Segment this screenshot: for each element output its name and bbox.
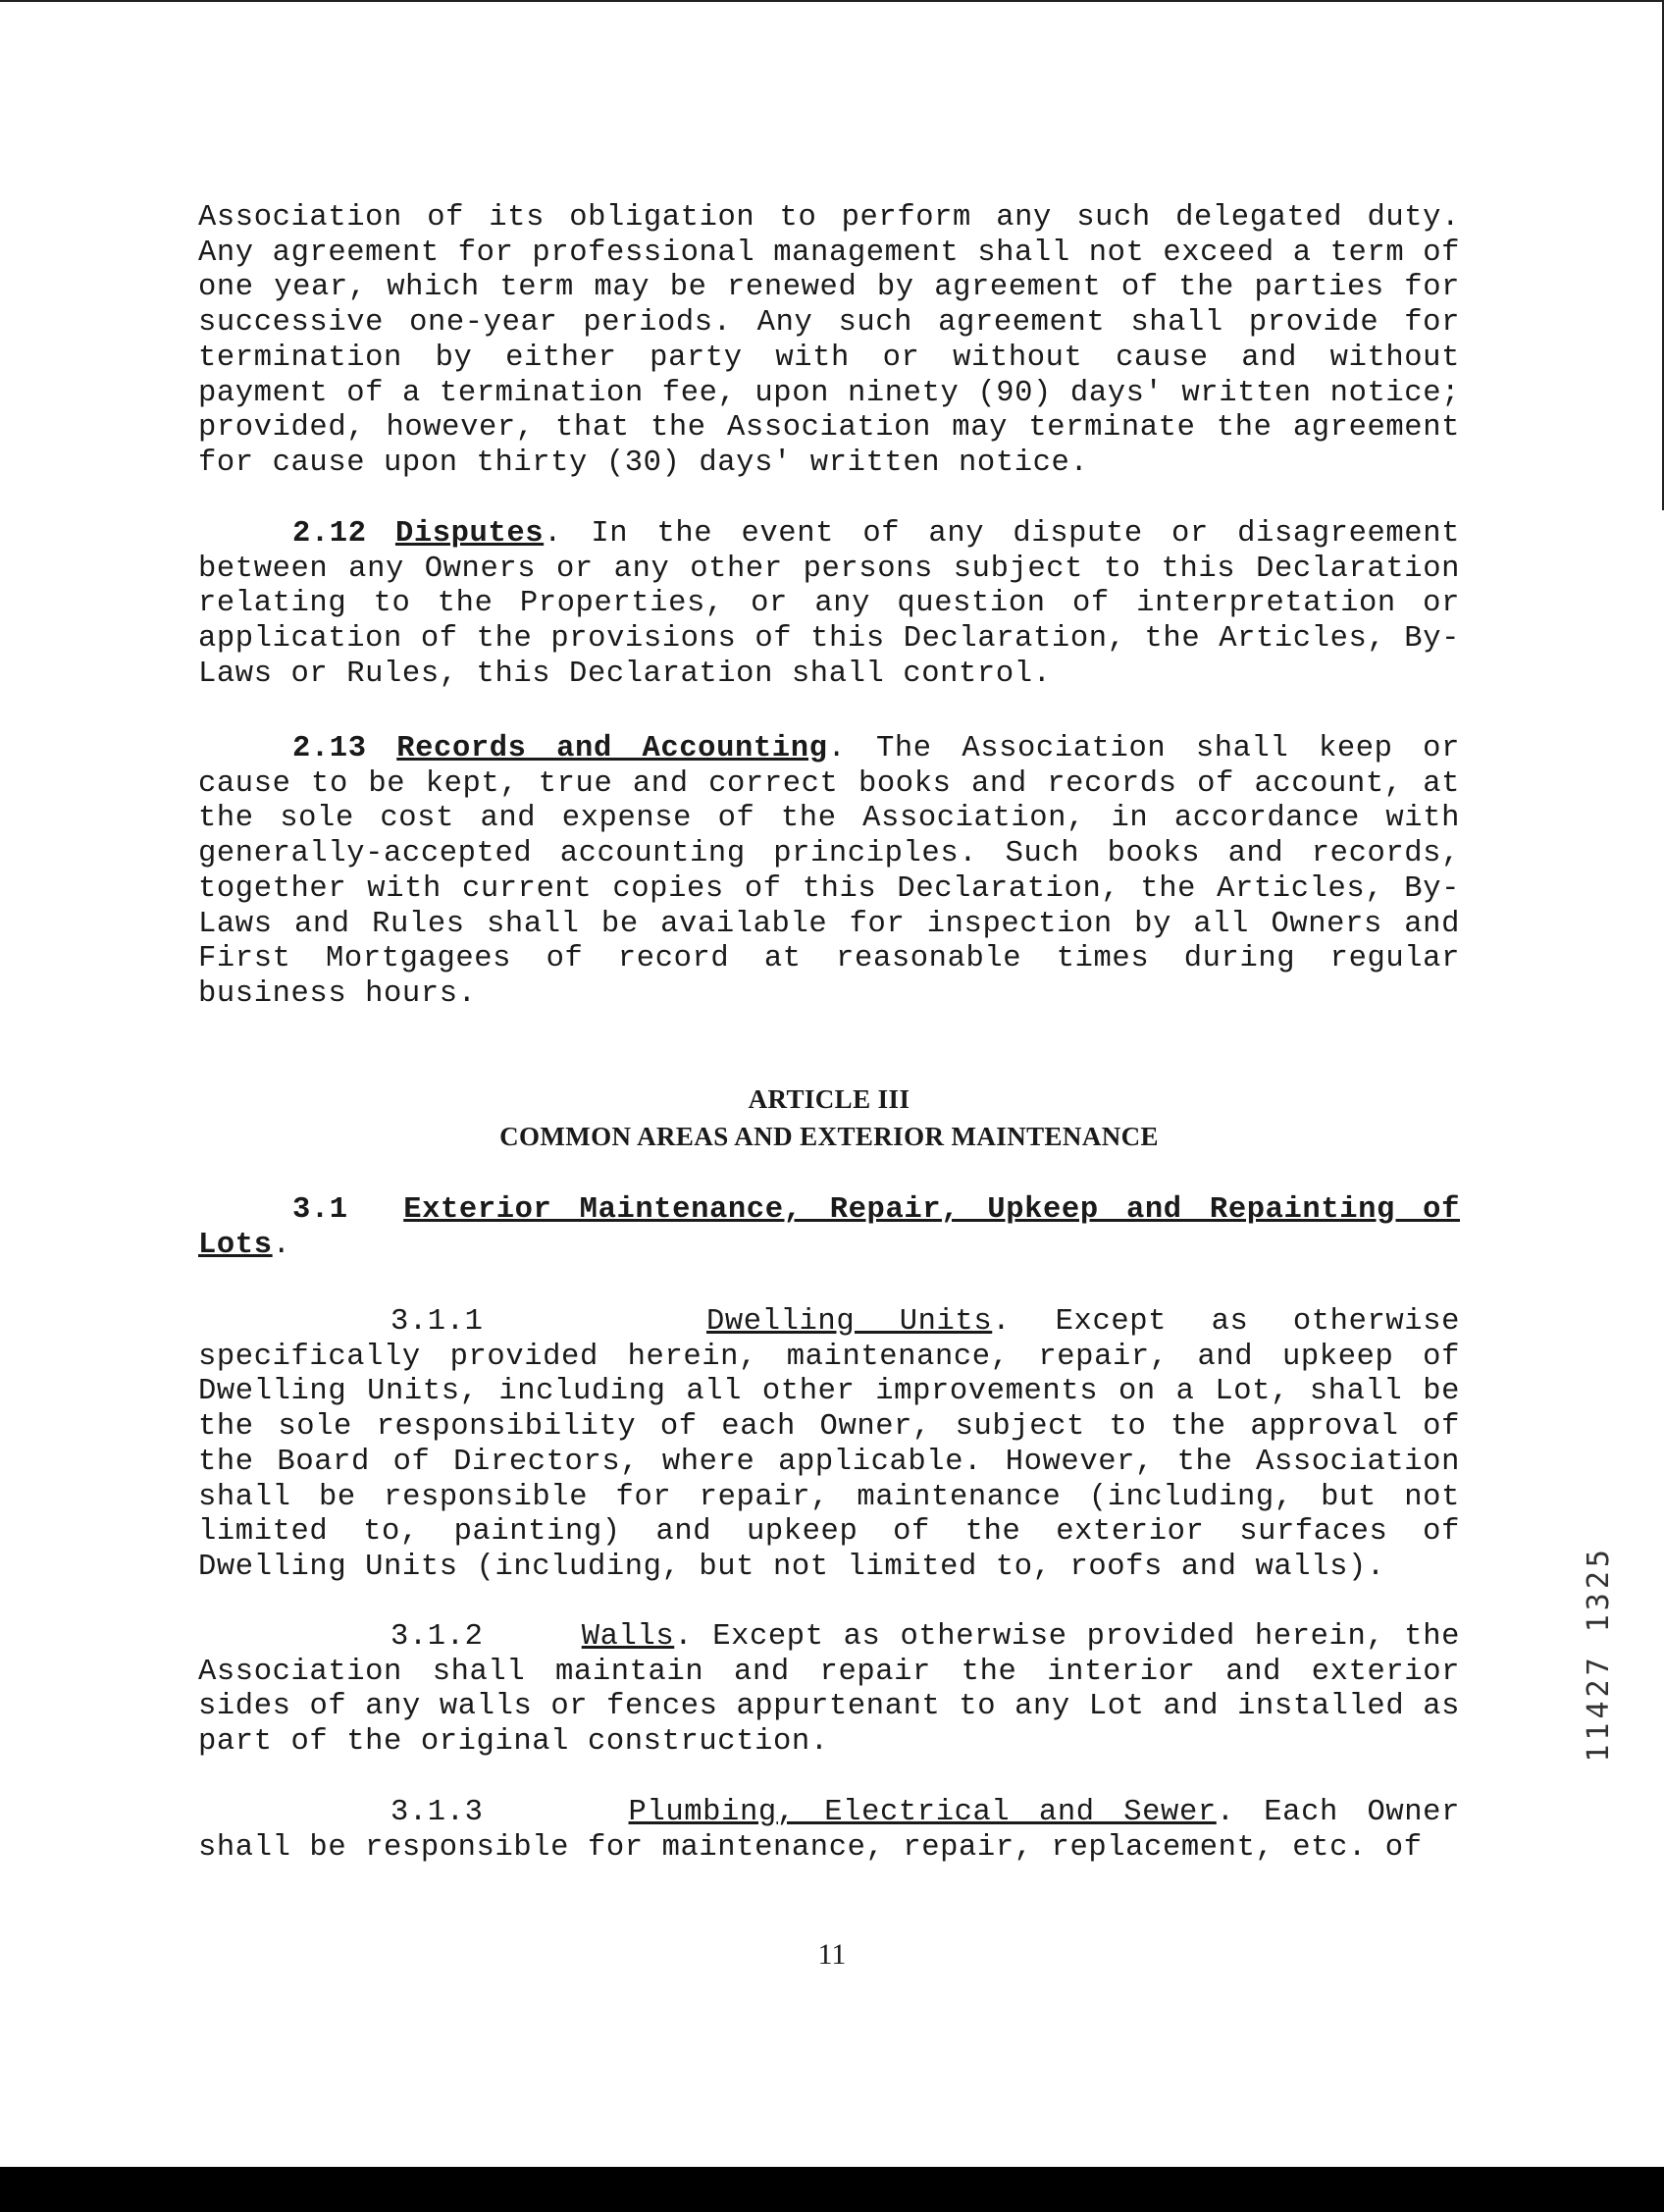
section-3-1-1 — [198, 1305, 1460, 1586]
section-3-1-number: 3.1 — [292, 1193, 348, 1227]
section-3-1-1-title: Dwelling Units — [706, 1305, 993, 1339]
section-3-1-suffix: . — [272, 1228, 291, 1262]
scan-footer-band — [0, 2167, 1664, 2212]
page-number: 11 — [817, 1938, 847, 1971]
section-3-1-2-number: 3.1.2 — [390, 1620, 484, 1654]
section-2-12-number: 2.12 — [292, 517, 367, 551]
section-2-13-title: Records and Accounting — [396, 732, 828, 765]
article-number: ARTICLE III — [748, 1084, 910, 1114]
section-3-1-1-text: . Except as otherwise specifically provided herein, maintenance, repair, and upkeep of Dwelling Units, including all other improvements on a Lot, shall be the sole responsibility of each Owner, subject to the approval of the Board of Directors, where applicable. However, the Association shall be responsible for repair, maintenance (including, but not limited to, painting) and upkeep of the exterior surfaces of Dwelling Units (including, but not limited to, roofs and walls). — [198, 1305, 1460, 1584]
section-3-1-3-number: 3.1.3 — [390, 1796, 484, 1829]
section-2-12-title: Disputes — [394, 517, 545, 551]
preamble-paragraph — [198, 201, 1460, 482]
section-2-13-number: 2.13 — [292, 732, 367, 765]
section-2-13-text: . The Association shall keep or cause to be kept, true and correct books and records of account, at the sole cost and expense of the Association, in accordance with generally-accepted accounting principles. Such books and records, together with current copies of this Declaration, the Articles, By-Laws and Rules shall be available for inspection by all Owners and First Mortgagees of record at reasonable times during regular business hours. — [198, 732, 1460, 1011]
section-3-1-3-text: . Each Owner shall be responsible for maintenance, repair, replacement, etc. of — [198, 1796, 1460, 1865]
section-3-1-3 — [198, 1796, 1460, 1866]
article-title: COMMON AREAS AND EXTERIOR MAINTENANCE — [499, 1122, 1159, 1151]
section-3-1-title: Exterior Maintenance, Repair, Upkeep and Repainting of Lots — [198, 1193, 1460, 1262]
preamble-text: Association of its obligation to perform any such delegated duty. Any agreement for professional management shall not exceed a term of one year, which term may be renewed by agreement of the parties for successive one-year periods. Any such agreement shall provide for termination by either party with or without cause and without payment of a termination fee, upon ninety (90) days' written notice; provided, however, that the Association may terminate the agreement for cause upon thirty (30) days' written notice. — [198, 201, 1460, 480]
page-top-edge — [0, 0, 1664, 2]
section-2-12-text: . In the event of any dispute or disagreement between any Owners or any other persons subject to this Declaration relating to the Properties, or any question of interpretation or application of the provisions of this Declaration, the Articles, By-Laws or Rules, this Declaration shall control. — [198, 517, 1460, 691]
section-3-1 — [198, 1193, 1460, 1263]
margin-recording-stamp: 11427 1325 — [1582, 1546, 1616, 1763]
section-2-12 — [198, 517, 1460, 693]
section-3-1-2-text: . Except as otherwise provided herein, the Association shall maintain and repair the interior and exterior sides of any walls or fences appurtenant to any Lot and installed as part of the original construction. — [198, 1620, 1461, 1760]
section-3-1-3-title: Plumbing, Electrical and Sewer — [628, 1796, 1217, 1829]
section-2-13 — [198, 732, 1460, 1013]
section-3-1-2 — [198, 1620, 1460, 1761]
section-3-1-2-title: Walls — [581, 1620, 675, 1654]
section-3-1-1-number: 3.1.1 — [390, 1305, 484, 1339]
